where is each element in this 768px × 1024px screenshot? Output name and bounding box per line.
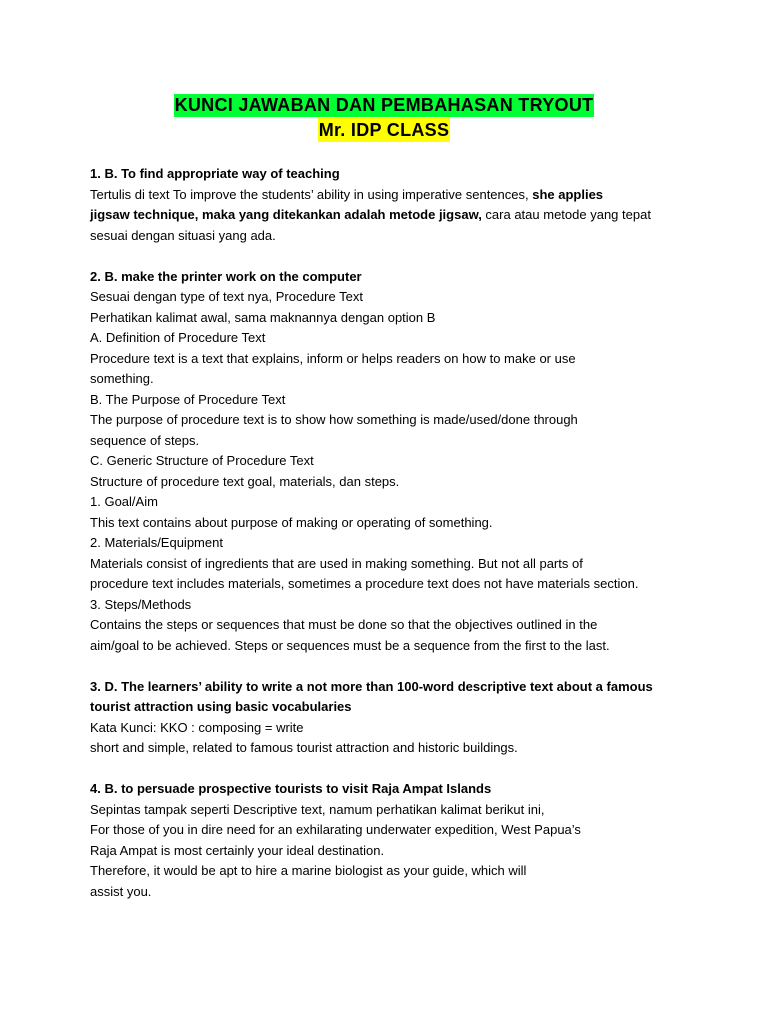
answer-heading [90,267,690,288]
text-line [90,718,690,739]
text-segment: Raja Ampat is most certainly your ideal destination. [90,842,385,858]
bold-text: 3. D. The learners’ ability to write a not more than 100-word descriptive text about a famous [90,678,653,694]
text-segment: Contains the steps or sequences that must be done so that the objectives outlined in the [90,617,598,632]
text-line [90,554,690,575]
text-line [90,390,690,411]
text-segment: Sepintas tampak seperti Descriptive text, namum perhatikan kalimat berikut ini, [90,801,545,817]
text-line [90,574,690,595]
text-segment: sequence of steps. [90,432,200,448]
answer-section-3 [90,677,690,759]
text-segment: Materials consist of ingredients that are used in making something. But not all parts of [90,555,583,571]
text-line [90,533,690,554]
bold-text: jigsaw technique, maka yang ditekankan adalah metode jigsaw, [90,207,482,222]
answer-heading [90,677,690,698]
text-line [90,451,690,472]
document-title: KUNCI JAWABAN DAN PEMBAHASAN TRYOUT [174,95,594,115]
text-segment: cara atau metode yang tepat [481,207,651,222]
text-line [90,287,690,308]
text-line [90,697,690,718]
text-line [90,410,690,431]
text-line [90,861,690,882]
text-line [90,185,690,206]
text-line [90,738,690,759]
text-segment: Perhatikan kalimat awal, sama maknannya dengan option B [90,309,436,325]
bold-text: tourist attraction using basic vocabularies [90,699,352,714]
text-segment: 2. Materials/Equipment [90,535,223,550]
text-segment: Sesuai dengan type of text nya, Procedure Text [90,289,363,304]
answer-heading [90,164,690,185]
text-line [90,369,690,390]
bold-text: 4. B. to persuade prospective tourists to visit Raja Ampat Islands [90,781,492,796]
text-segment: C. Generic Structure of Procedure Text [90,453,314,468]
answer-section-1 [90,164,690,246]
text-line [90,431,690,452]
text-segment: procedure text includes materials, sometimes a procedure text does not have materials section. [90,576,639,591]
text-line [90,308,690,329]
text-segment: aim/goal to be achieved. Steps or sequences must be a sequence from the first to the last. [90,637,610,653]
text-segment: 1. Goal/Aim [90,494,158,509]
text-line [90,492,690,513]
text-segment: something. [90,371,154,386]
text-line [90,472,690,493]
document-subtitle: Mr. IDP CLASS [318,120,450,140]
answer-section-2 [90,267,690,657]
text-line [90,226,690,247]
text-segment: A. Definition of Procedure Text [90,330,266,345]
text-line [90,636,690,657]
text-segment: assist you. [90,883,152,899]
bold-text: she applies [532,186,604,202]
text-segment: Procedure text is a text that explains, inform or helps readers on how to make or use [90,350,576,366]
bold-text: 1. B. To find appropriate way of teaching [90,166,340,181]
text-line [90,513,690,534]
text-segment: 3. Steps/Methods [90,596,192,612]
text-segment: Tertulis di text To improve the students’ ability in using imperative sentences, [90,186,533,202]
text-segment: Kata Kunci: KKO : composing = write [90,719,304,735]
text-line [90,595,690,616]
text-segment: B. The Purpose of Procedure Text [90,391,286,407]
answer-content [90,164,690,902]
text-line [90,615,690,636]
text-line [90,349,690,370]
text-line [90,820,690,841]
answer-heading [90,779,690,800]
text-line [90,841,690,862]
text-segment: sesuai dengan situasi yang ada. [90,227,276,243]
text-segment: Structure of procedure text goal, materials, dan steps. [90,473,400,489]
text-line [90,328,690,349]
title-block [0,0,768,142]
text-segment: For those of you in dire need for an exhilarating underwater expedition, West Papua’s [90,822,581,837]
text-line [90,205,690,226]
text-line [90,882,690,903]
bold-text: 2. B. make the printer work on the computer [90,268,362,284]
text-segment: The purpose of procedure text is to show how something is made/used/done through [90,412,578,427]
text-segment: short and simple, related to famous tourist attraction and historic buildings. [90,740,518,755]
text-segment: Therefore, it would be apt to hire a marine biologist as your guide, which will [90,863,527,878]
text-segment: This text contains about purpose of making or operating of something. [90,514,493,530]
answer-section-4 [90,779,690,902]
text-line [90,800,690,821]
